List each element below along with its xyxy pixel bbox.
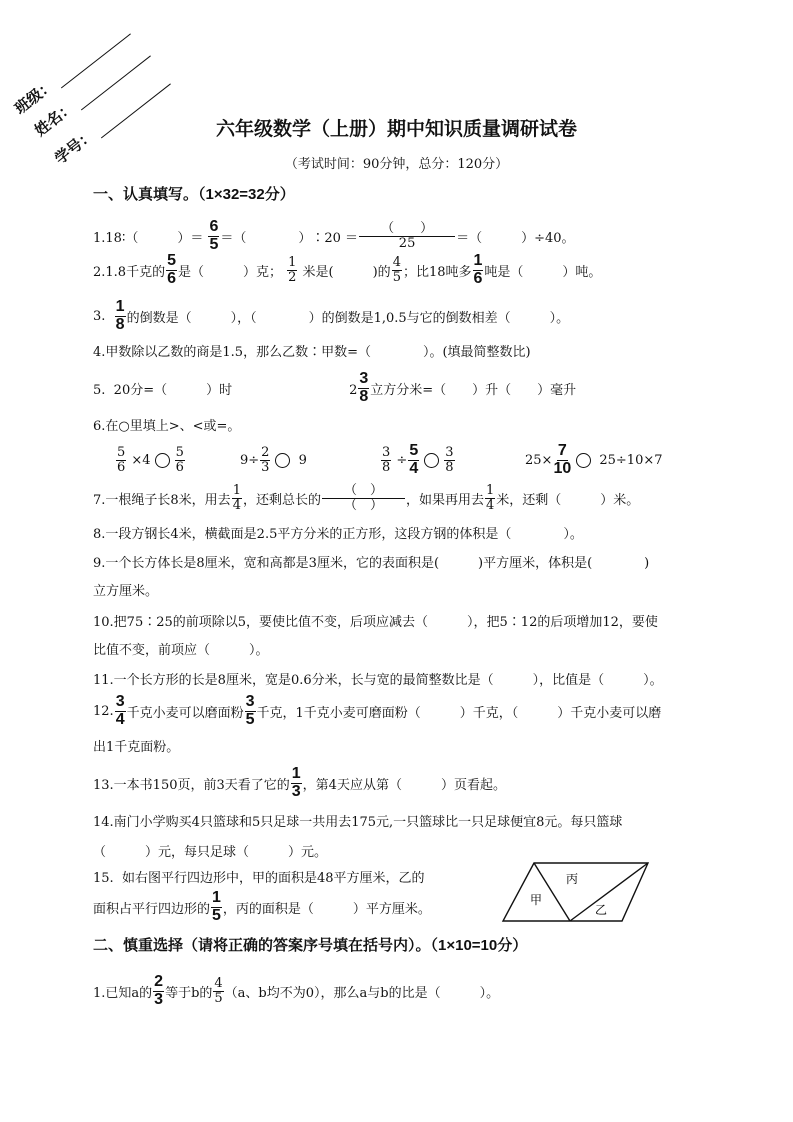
numerator: 5 <box>117 444 126 460</box>
numerator: 6 <box>209 217 219 235</box>
question-text: 15. 如右图平行四边形中，甲的面积是48平方厘米，乙的 <box>93 870 425 886</box>
denominator: 8 <box>382 459 391 475</box>
denominator: （ ） <box>343 497 383 513</box>
section-1-heading: 一、认真填写。（1×32=32分） <box>93 186 295 203</box>
numerator: 1 <box>473 251 483 269</box>
question-q5 <box>93 369 577 405</box>
question-q15 <box>93 864 424 888</box>
numerator: 1 <box>486 482 495 498</box>
fraction <box>153 974 164 1009</box>
denominator: 4 <box>409 459 419 477</box>
numerator: 4 <box>214 975 223 991</box>
numerator: 3 <box>115 692 125 710</box>
question-text: 6.在○里填上>、<或=。 <box>93 418 241 434</box>
question-text: 是（ ）克； <box>177 264 287 280</box>
denominator: 5 <box>209 235 219 253</box>
question-q11 <box>93 666 663 690</box>
numerator: 5 <box>167 251 176 269</box>
section-2-heading: 二、慎重选择（请将正确的答案序号填在括号内）。（1×10=10分） <box>93 937 528 954</box>
question-q6 <box>93 412 240 436</box>
denominator: 25 <box>398 235 416 251</box>
fraction <box>211 890 222 925</box>
fraction <box>208 219 219 254</box>
question-text: 出1千克面粉。 <box>93 739 180 755</box>
fraction <box>408 443 419 478</box>
fraction <box>213 977 223 1005</box>
student-id-label: 学号： <box>51 126 98 168</box>
question-text: 1.已知a的 <box>93 985 153 1001</box>
question-q7 <box>93 482 640 513</box>
denominator: 4 <box>115 710 125 728</box>
divider-line <box>570 863 648 921</box>
denominator: 6 <box>167 269 176 287</box>
question-text: 3. <box>93 308 114 324</box>
question-q1 <box>93 217 575 253</box>
denominator: 3 <box>261 459 270 475</box>
numerator: 5 <box>409 441 419 459</box>
question-text: 9.一个长方体长是8厘米，宽和高都是3厘米，它的表面积是( )平方厘米，体积是( ) <box>93 555 650 571</box>
denominator: 8 <box>445 459 454 475</box>
question-c1 <box>93 972 500 1008</box>
fraction <box>392 256 402 284</box>
question-text: 千克小麦可以磨面粉 <box>126 705 244 721</box>
question-q14 <box>93 808 622 832</box>
denominator: 3 <box>291 782 301 800</box>
question-text: 5. 20分=（ ）时 2 <box>93 382 358 398</box>
numerator: 1 <box>232 482 241 498</box>
denominator: 10 <box>553 459 572 477</box>
question-text: 面积占平行四边形的 <box>93 901 211 917</box>
denominator: 4 <box>232 497 241 513</box>
fraction <box>473 253 484 288</box>
numerator: 4 <box>392 254 401 270</box>
question-text: 米是( )的 <box>298 264 391 280</box>
question-text: ，第4天应从第（ ）页看起。 <box>302 777 506 793</box>
denominator: 3 <box>154 990 164 1008</box>
numerator: 3 <box>245 692 255 710</box>
numerator: 1 <box>291 764 301 782</box>
fraction <box>359 222 455 250</box>
question-text: 9÷ <box>240 452 260 468</box>
page-title: 六年级数学（上册）期中知识质量调研试卷 <box>215 119 577 140</box>
fraction <box>166 253 177 288</box>
question-text: 等于b的 <box>165 985 213 1001</box>
question-q4 <box>93 338 531 362</box>
fraction <box>322 484 405 512</box>
denominator: 2 <box>288 269 297 285</box>
region-label-bing: 丙 <box>566 872 579 886</box>
denominator: 6 <box>175 459 184 475</box>
fraction <box>553 443 571 478</box>
denominator: 5 <box>392 269 401 285</box>
fraction <box>287 256 297 284</box>
question-text: ，如果再用去 <box>406 492 485 508</box>
question-text: 7.一根绳子长8米，用去 <box>93 492 231 508</box>
divider-line <box>534 863 570 921</box>
question-text: ＝（ ）÷40。 <box>456 230 575 246</box>
question-q6c <box>380 441 456 477</box>
denominator: 5 <box>245 710 255 728</box>
denominator: 5 <box>214 990 223 1006</box>
numerator: 5 <box>175 444 184 460</box>
question-text: 立方厘米。 <box>93 583 159 599</box>
question-text: （ ）元，每只足球（ ）元。 <box>93 844 328 860</box>
question-text: 25× <box>525 452 553 468</box>
question-text: ＝（ ）∶20 ＝ <box>220 230 359 246</box>
numerator: 1 <box>115 297 125 315</box>
compare-circle[interactable] <box>155 453 170 468</box>
fraction <box>485 484 495 512</box>
exam-info: （考试时间：90分钟，总分：120分） <box>284 157 509 172</box>
question-text: 1.18∶（ ）＝ <box>93 230 208 246</box>
name-label: 姓名： <box>31 98 78 140</box>
question-q12 <box>93 692 662 728</box>
fraction <box>291 766 302 801</box>
compare-circle[interactable] <box>424 453 439 468</box>
question-q3 <box>93 297 570 333</box>
numerator: （ ） <box>359 222 455 237</box>
question-text: 2.1.8千克的 <box>93 264 166 280</box>
denominator: 5 <box>212 906 221 924</box>
numerator: 1 <box>288 254 297 270</box>
numerator: 3 <box>445 444 454 460</box>
fraction <box>444 446 454 474</box>
class-label: 班级： <box>11 76 58 118</box>
numerator: 3 <box>382 444 391 460</box>
question-text: 10.把75∶25的前项除以5，要使比值不变，后项应减去（ ），把5∶12的后项增加12，要使 <box>93 614 658 630</box>
compare-circle[interactable] <box>275 453 290 468</box>
parallelogram-figure <box>498 858 653 928</box>
question-text: 8.一段方钢长4米，横截面是2.5平方分米的正方形，这段方钢的体积是（ ）。 <box>93 526 583 542</box>
question-text: ，还剩总长的 <box>242 492 321 508</box>
question-q6b <box>240 444 307 475</box>
question-q10b <box>93 636 269 660</box>
compare-circle[interactable] <box>576 453 591 468</box>
question-text: （a、b均不为0），那么a与b的比是（ ）。 <box>224 985 500 1001</box>
denominator: 4 <box>486 497 495 513</box>
question-text: 比值不变，前项应（ ）。 <box>93 642 269 658</box>
question-q6a <box>115 444 186 475</box>
question-text: 11.一个长方形的长是8厘米，宽是0.6分米，长与宽的最简整数比是（ ），比值是（ ）。 <box>93 672 663 688</box>
fraction <box>245 694 256 729</box>
fraction <box>260 446 270 474</box>
denominator: 8 <box>359 387 369 405</box>
fraction <box>116 446 126 474</box>
fraction <box>115 299 126 334</box>
question-text: 13.一本书150页，前3天看了它的 <box>93 777 290 793</box>
fraction <box>232 484 242 512</box>
question-text: 12. <box>93 703 114 719</box>
question-text: ；比18吨多 <box>402 264 472 280</box>
question-q6d <box>525 441 663 477</box>
question-q13 <box>93 764 506 800</box>
numerator: 2 <box>261 444 270 460</box>
question-text: 4.甲数除以乙数的商是1.5，那么乙数∶甲数=（ ）。(填最简整数比) <box>93 344 531 360</box>
question-text: 9 <box>294 452 307 468</box>
question-q9b <box>93 577 158 601</box>
question-text: 25÷10×7 <box>595 452 663 468</box>
question-text: 立方分米=（ ）升（ ）毫升 <box>370 382 577 398</box>
question-text: ，丙的面积是（ ）平方厘米。 <box>222 901 431 917</box>
denominator: 6 <box>473 269 483 287</box>
denominator: 8 <box>115 315 125 333</box>
question-q12b <box>93 733 179 757</box>
question-q15b <box>93 888 431 924</box>
denominator: 6 <box>117 459 126 475</box>
question-q8 <box>93 520 583 544</box>
numerator: 3 <box>359 369 369 387</box>
fraction <box>358 371 369 406</box>
question-q10 <box>93 608 658 632</box>
region-label-yi: 乙 <box>595 903 608 917</box>
question-q14b <box>93 838 327 862</box>
fraction <box>381 446 391 474</box>
region-label-jia: 甲 <box>530 893 543 907</box>
question-q2 <box>93 251 602 287</box>
numerator: 1 <box>212 888 221 906</box>
question-text: 千克，1千克小麦可磨面粉（ ）千克，（ ）千克小麦可以磨 <box>256 705 662 721</box>
question-text: 米，还剩（ ）米。 <box>496 492 640 508</box>
question-text: 14.南门小学购买4只篮球和5只足球一共用去175元,一只篮球比一只足球便宜8元。每只篮球 <box>93 814 623 830</box>
question-text: ÷ <box>392 452 408 468</box>
numerator: （ ） <box>322 484 405 499</box>
numerator: 7 <box>557 441 567 459</box>
question-text: 的倒数是（ ），（ ）的倒数是1,0.5与它的倒数相差（ ）。 <box>126 310 570 326</box>
fraction <box>115 694 126 729</box>
question-q9 <box>93 549 649 573</box>
numerator: 2 <box>154 972 164 990</box>
fraction <box>175 446 185 474</box>
question-text: 吨是（ ）吨。 <box>484 264 602 280</box>
question-text: ×4 <box>127 452 151 468</box>
